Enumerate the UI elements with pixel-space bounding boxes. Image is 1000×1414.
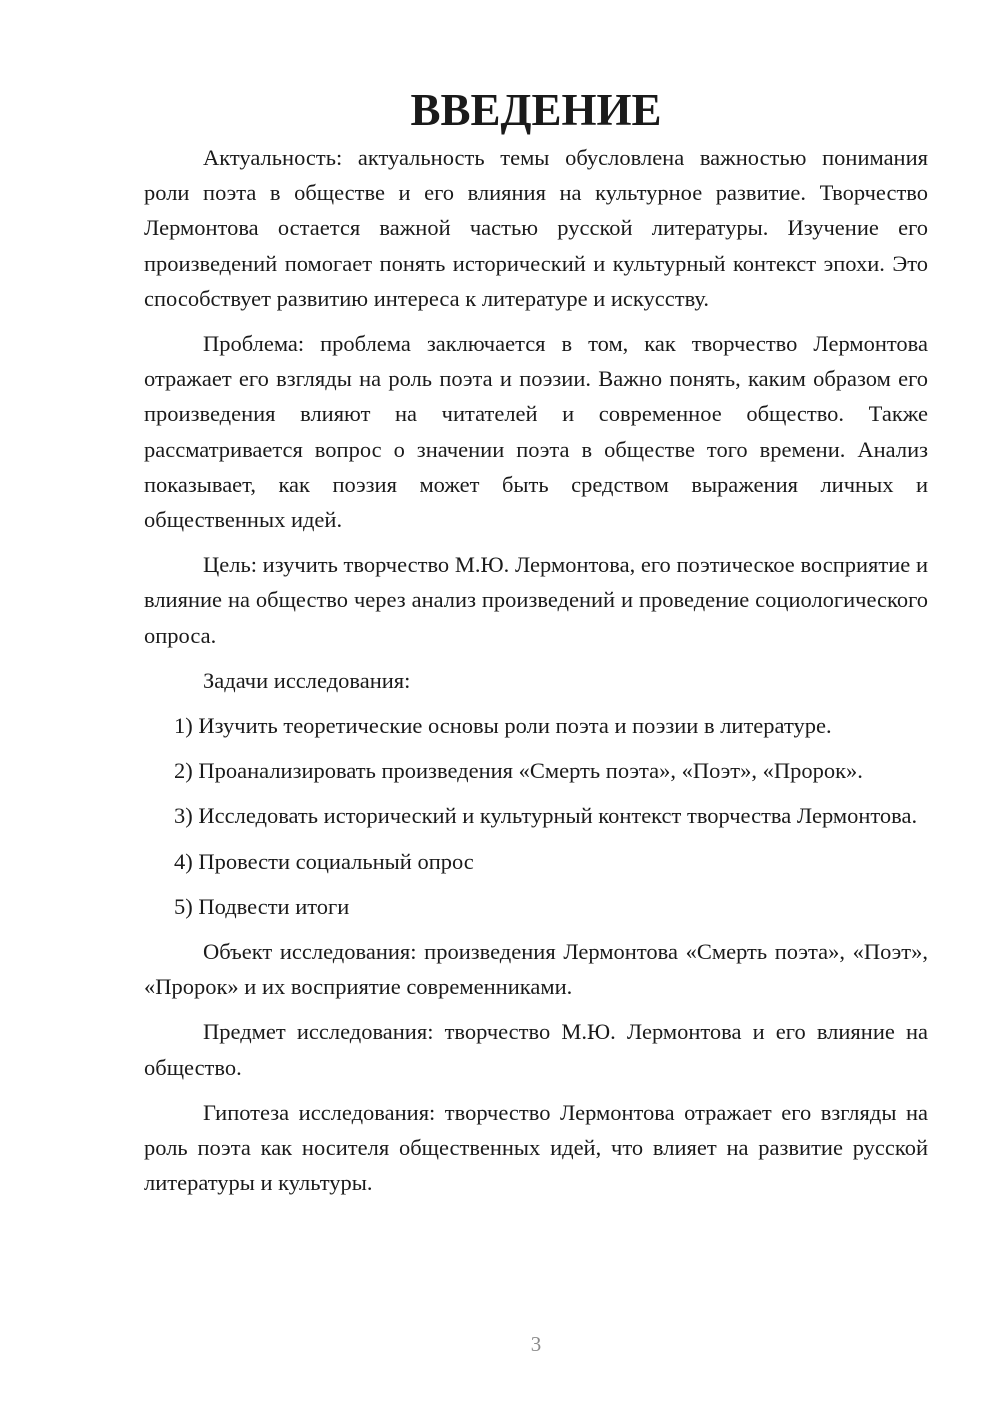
- task-item-3: 3) Исследовать исторический и культурный контекст творчества Лермонтова.: [174, 803, 918, 829]
- goal-paragraph: Цель: изучить творчество М.Ю. Лермонтова, его поэтическое восприятие и влияние на общество через анализ произведений и проведение социологического опроса.: [144, 552, 928, 648]
- tasks-list: [144, 708, 928, 924]
- task-item-5: 5) Подвести итоги: [174, 893, 350, 919]
- page-number: 3: [530, 1332, 542, 1356]
- page-content: [144, 85, 928, 1210]
- task-item-4: 4) Провести социальный опрос: [174, 848, 474, 874]
- page-heading: ВВЕДЕНИЕ: [410, 85, 662, 135]
- subject-paragraph: Предмет исследования: творчество М.Ю. Лермонтова и его влияние на общество.: [144, 1019, 928, 1080]
- problem-paragraph: Проблема: проблема заключается в том, как творчество Лермонтова отражает его взгляды на роль поэта и поэзии. Важно понять, каким образом его произведения влияют на читателей и современное общество. Также рассматривается вопрос о значении поэта в обществе того времени. Анализ показывает, как поэзия может быть средством выражения личных и общественных идей.: [144, 331, 928, 533]
- tasks-intro: Задачи исследования:: [203, 667, 411, 693]
- relevance-paragraph: Актуальность: актуальность темы обусловлена важностью понимания роли поэта в обществе и его влияния на культурное развитие. Творчество Лермонтова остается важной частью русской литературы. Изучение его произведений помогает понять исторический и культурный контекст эпохи. Это способствует развитию интереса к литературе и искусству.: [144, 145, 928, 311]
- hypothesis-paragraph: Гипотеза исследования: творчество Лермонтова отражает его взгляды на роль поэта как носителя общественных идей, что влияет на развитие русской литературы и культуры.: [144, 1099, 928, 1196]
- object-paragraph: Объект исследования: произведения Лермонтова «Смерть поэта», «Поэт», «Пророк» и их восприятие современниками.: [144, 939, 928, 1000]
- task-item-2: 2) Проанализировать произведения «Смерть поэта», «Поэт», «Пророк».: [174, 758, 863, 784]
- task-item-1: 1) Изучить теоретические основы роли поэта и поэзии в литературе.: [174, 713, 832, 739]
